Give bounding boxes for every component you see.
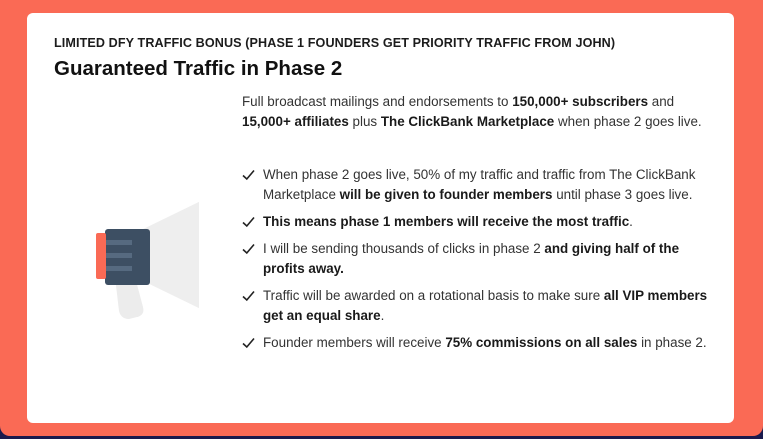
item-bold: This means phase 1 members will receive the most traffic: [263, 214, 630, 229]
check-icon: [242, 290, 255, 302]
item-bold: and giving half of the profits away.: [263, 241, 680, 276]
list-item: [242, 165, 712, 205]
item-text-end: .: [380, 308, 385, 323]
item-bold: 75% commissions on all sales: [445, 335, 638, 350]
list-item: [242, 212, 712, 232]
megaphone-icon: [63, 179, 199, 319]
item-text: I will be sending thousands of clicks in phase 2: [263, 241, 545, 256]
item-text-end: .: [629, 214, 633, 229]
intro-paragraph: [242, 92, 712, 132]
intro-bold-affiliates: 15,000+ affiliates: [242, 114, 349, 129]
benefit-list: [242, 165, 712, 360]
item-text-end: in phase 2.: [637, 335, 707, 350]
item-text: Founder members will receive: [263, 335, 446, 350]
item-text: Traffic will be awarded on a rotational basis to make sure: [263, 288, 604, 303]
item-bold: will be given to founder members: [339, 187, 553, 202]
intro-text-3: plus: [348, 114, 381, 129]
list-item: [242, 333, 712, 353]
check-icon: [242, 216, 255, 228]
check-icon: [242, 243, 255, 255]
intro-text-1: Full broadcast mailings and endorsements to: [242, 94, 513, 109]
bonus-card: [27, 13, 734, 423]
item-text: When phase 2 goes live, 50% of my traffic and traffic from The ClickBank Marketplace: [263, 167, 696, 202]
section-title: Guaranteed Traffic in Phase 2: [54, 57, 343, 80]
intro-bold-marketplace: The ClickBank Marketplace: [380, 114, 555, 129]
intro-bold-subscribers: 150,000+ subscribers: [512, 94, 649, 109]
check-icon: [242, 337, 255, 349]
item-bold: all VIP members get an equal share: [263, 288, 708, 323]
section-kicker: LIMITED DFY TRAFFIC BONUS (PHASE 1 FOUNDERS GET PRIORITY TRAFFIC FROM JOHN): [54, 36, 616, 50]
list-item: [242, 286, 712, 326]
item-text-end: until phase 3 goes live.: [552, 187, 693, 202]
list-item: [242, 239, 712, 279]
intro-text-2: and: [648, 94, 675, 109]
intro-text-4: when phase 2 goes live.: [554, 114, 702, 129]
check-icon: [242, 169, 255, 181]
